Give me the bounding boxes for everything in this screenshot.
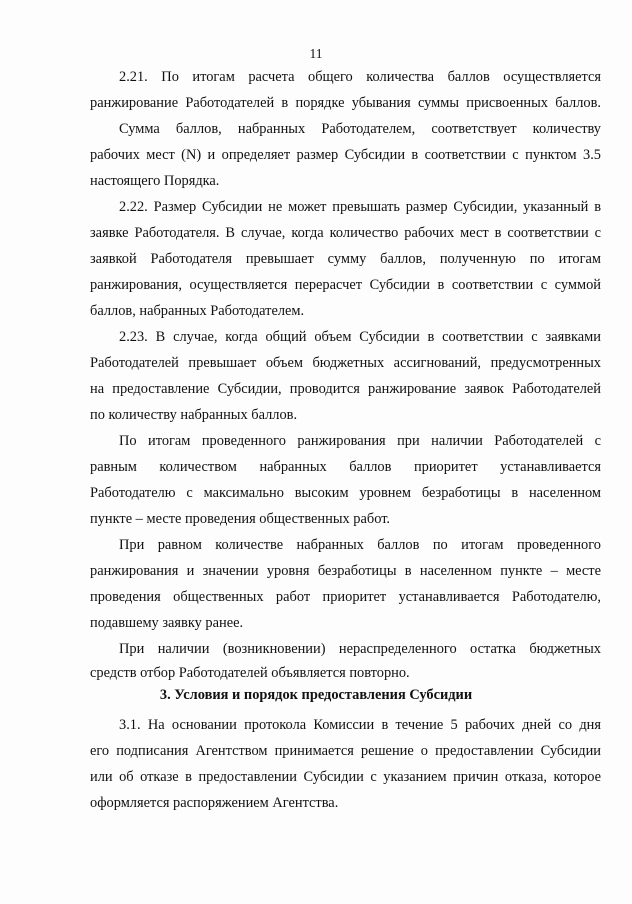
text-line: настоящего Порядка. <box>90 173 220 189</box>
text-line: баллов, набранных Работодателем. <box>90 303 305 319</box>
text-line: По итогам проведенного ранжирования при наличии Работодателей с <box>119 433 601 449</box>
text-line: или об отказе в предоставлении Субсидии с указанием причин отказа, которое <box>90 769 601 785</box>
page-number: 11 <box>309 46 323 61</box>
text-line: ранжирование Работодателей в порядке убывания суммы присвоенных баллов. <box>90 95 601 111</box>
text-line: рабочих мест (N) и определяет размер Субсидии в соответствии с пунктом 3.5 <box>90 147 601 163</box>
text-line: его подписания Агентством принимается решение о предоставлении Субсидии <box>90 743 601 759</box>
text-line: 2.23. В случае, когда общий объем Субсидии в соответствии с заявками <box>119 329 601 345</box>
text-line: ранжирования, осуществляется перерасчет Субсидии в соответствии с суммой <box>90 277 601 293</box>
text-line: на предоставление Субсидии, проводится ранжирование заявок Работодателей <box>90 381 601 397</box>
text-line: проведения общественных работ приоритет устанавливается Работодателю, <box>90 589 601 605</box>
text-line: 3.1. На основании протокола Комиссии в течение 5 рабочих дней со дня <box>119 717 601 733</box>
text-line: При равном количестве набранных баллов по итогам проведенного <box>119 537 601 553</box>
text-line: При наличии (возникновении) нераспределенного остатка бюджетных <box>119 641 601 657</box>
text-line: Работодателей превышает объем бюджетных ассигнований, предусмотренных <box>90 355 601 371</box>
text-line: ранжирования и значении уровня безработицы в населенном пункте – месте <box>90 563 601 579</box>
text-line: 2.21. По итогам расчета общего количества баллов осуществляется <box>119 69 601 85</box>
text-line: равным количеством набранных баллов приоритет устанавливается <box>90 459 601 475</box>
text-line: 2.22. Размер Субсидии не может превышать размер Субсидии, указанный в <box>119 199 601 215</box>
text-line: подавшему заявку ранее. <box>90 615 244 631</box>
section-heading: 3. Условия и порядок предоставления Субсидии <box>159 687 473 703</box>
text-line: Работодателю с максимально высоким уровнем безработицы в населенном <box>90 485 601 501</box>
text-line: пункте – месте проведения общественных работ. <box>90 511 391 527</box>
text-line: заявкой Работодателя превышает сумму баллов, полученную по итогам <box>90 251 601 267</box>
text-line: Сумма баллов, набранных Работодателем, соответствует количеству <box>119 121 601 137</box>
text-line: средств отбор Работодателей объявляется повторно. <box>90 665 410 681</box>
text-line: по количеству набранных баллов. <box>90 407 298 423</box>
text-line: оформляется распоряжением Агентства. <box>90 795 339 811</box>
text-line: заявке Работодателя. В случае, когда количество рабочих мест в соответствии с <box>90 225 601 241</box>
